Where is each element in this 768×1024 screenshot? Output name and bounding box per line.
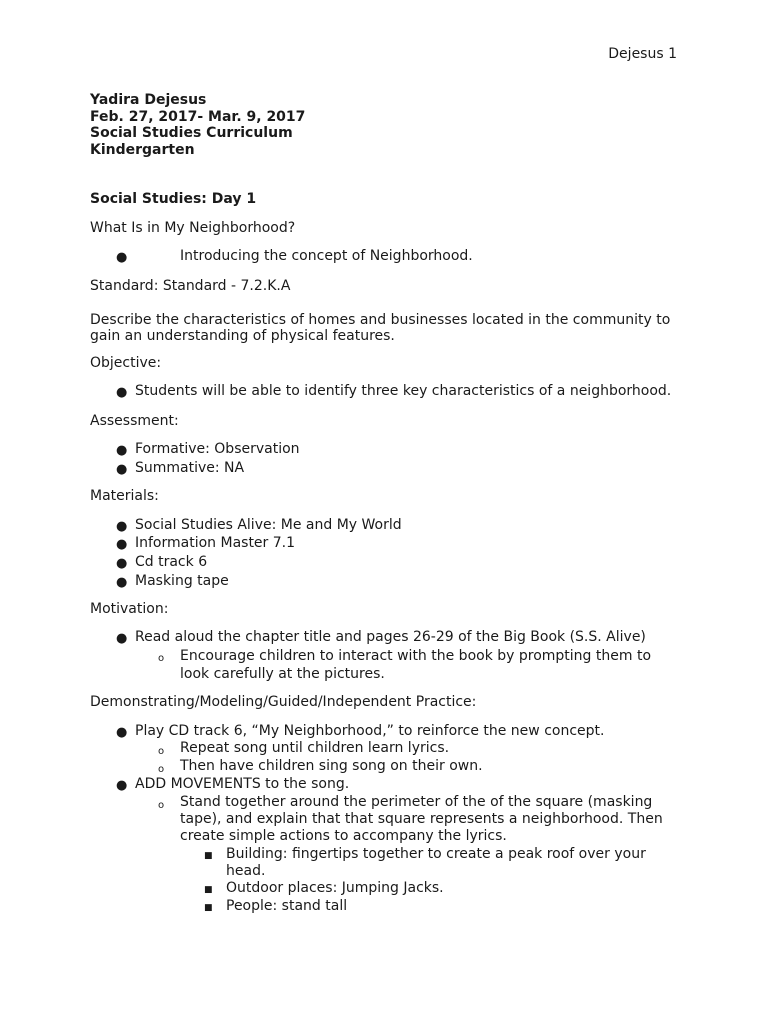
bullet-dot-icon: ●: [116, 556, 128, 571]
course-title: Social Studies Curriculum: [90, 125, 293, 141]
objective-label: Objective:: [90, 355, 162, 371]
objective-item: Students will be able to identify three key characteristics of a neighborhood.: [135, 383, 672, 399]
bullet-dot-icon: ●: [116, 250, 128, 265]
action-building-line1: Building: fingertips together to create a peak roof over your: [226, 846, 646, 862]
bullet-dot-icon: ●: [116, 385, 128, 400]
bullet-dot-icon: ●: [116, 519, 128, 534]
bullet-square-icon: ■: [204, 851, 213, 861]
practice-subitem-line1: Stand together around the perimeter of the of the square (masking: [180, 794, 653, 810]
motivation-label: Motivation:: [90, 601, 169, 617]
date-range: Feb. 27, 2017- Mar. 9, 2017: [90, 109, 306, 125]
practice-label: Demonstrating/Modeling/Guided/Independent Practice:: [90, 694, 477, 710]
bullet-square-icon: ■: [204, 903, 213, 913]
practice-subitem: Repeat song until children learn lyrics.: [180, 740, 450, 756]
practice-item: Play CD track 6, “My Neighborhood,” to reinforce the new concept.: [135, 723, 605, 739]
bullet-dot-icon: ●: [116, 443, 128, 458]
lesson-question: What Is in My Neighborhood?: [90, 220, 296, 236]
materials-item: Cd track 6: [135, 554, 208, 570]
bullet-dot-icon: ●: [116, 537, 128, 552]
bullet-dot-icon: ●: [116, 575, 128, 590]
bullet-circle-icon: o: [158, 746, 165, 757]
bullet-circle-icon: o: [158, 764, 165, 775]
bullet-dot-icon: ●: [116, 631, 128, 646]
action-outdoor: Outdoor places: Jumping Jacks.: [226, 880, 444, 896]
assessment-item: Summative: NA: [135, 460, 245, 476]
materials-item: Masking tape: [135, 573, 229, 589]
practice-item: ADD MOVEMENTS to the song.: [135, 776, 350, 792]
materials-label: Materials:: [90, 488, 159, 504]
bullet-circle-icon: o: [158, 800, 165, 811]
materials-item: Information Master 7.1: [135, 535, 296, 551]
bullet-dot-icon: ●: [116, 462, 128, 477]
standard-description-line2: gain an understanding of physical features.: [90, 328, 395, 344]
assessment-item: Formative: Observation: [135, 441, 300, 457]
practice-subitem-line3: create simple actions to accompany the lyrics.: [180, 828, 507, 844]
lesson-title: Social Studies: Day 1: [90, 191, 257, 207]
bullet-dot-icon: ●: [116, 778, 128, 793]
practice-subitem: Then have children sing song on their own.: [180, 758, 483, 774]
motivation-subitem-line1: Encourage children to interact with the book by prompting them to: [180, 648, 652, 664]
action-people: People: stand tall: [226, 898, 348, 914]
running-head: Dejesus 1: [608, 46, 677, 62]
standard-description-line1: Describe the characteristics of homes and businesses located in the community to: [90, 312, 671, 328]
bullet-circle-icon: o: [158, 653, 165, 664]
assessment-label: Assessment:: [90, 413, 179, 429]
author-name: Yadira Dejesus: [90, 92, 207, 108]
practice-subitem-line2: tape), and explain that that square represents a neighborhood. Then: [180, 811, 663, 827]
motivation-item: Read aloud the chapter title and pages 26-29 of the Big Book (S.S. Alive): [135, 629, 646, 645]
grade-level: Kindergarten: [90, 142, 195, 158]
intro-bullet-text: Introducing the concept of Neighborhood.: [180, 248, 473, 264]
materials-item: Social Studies Alive: Me and My World: [135, 517, 402, 533]
bullet-dot-icon: ●: [116, 725, 128, 740]
standard-line: Standard: Standard - 7.2.K.A: [90, 278, 291, 294]
action-building-line2: head.: [226, 863, 266, 879]
motivation-subitem-line2: look carefully at the pictures.: [180, 666, 385, 682]
bullet-square-icon: ■: [204, 885, 213, 895]
